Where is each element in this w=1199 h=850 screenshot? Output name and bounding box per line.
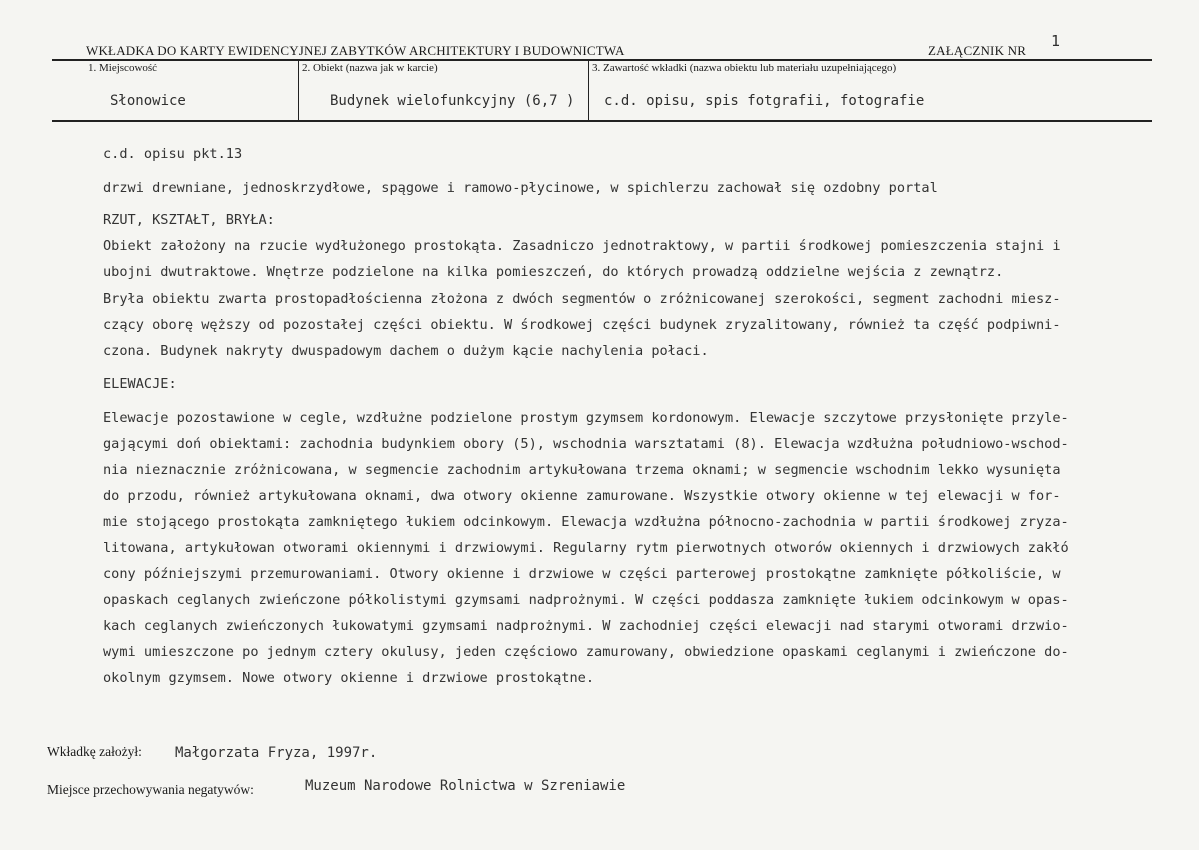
field-label-locality: 1. Miejscowość	[88, 62, 158, 74]
field-value-object: Budynek wielofunkcyjny (6,7 )	[330, 93, 575, 109]
header-top-rule	[52, 59, 1152, 61]
body-line: Elewacje pozostawione w cegle, wzdłużne podzielone prostym gzymsem kordonowym. Elewacje szczytowe przysłonięte przyle-	[103, 410, 1069, 426]
body-line: cony późniejszymi przemurowaniami. Otwory okienne i drzwiowe w części parterowej prostokątne zamknięte półkoliście, w	[103, 566, 1061, 582]
field-label-content: 3. Zawartość wkładki (nazwa obiektu lub materiału uzupełniającego)	[592, 62, 897, 74]
section-heading: ELEWACJE:	[103, 376, 177, 392]
body-line: Bryła obiektu zwarta prostopadłościenna złożona z dwóch segmentów o zróżnicowanej szerokości, segment zachodni miesz-	[103, 291, 1061, 307]
column-divider-2	[588, 60, 589, 121]
form-title: WKŁADKA DO KARTY EWIDENCYJNEJ ZABYTKÓW ARCHITEKTURY I BUDOWNICTWA	[86, 43, 625, 58]
header-bottom-rule	[52, 120, 1152, 122]
body-line: gającymi doń obiektami: zachodnia budynkiem obory (5), wschodnia warsztatami (8). Elewacja wzdłużna południowo-wschod-	[103, 436, 1069, 452]
body-line: czona. Budynek nakryty dwuspadowym dachem o dużym kącie nachylenia połaci.	[103, 343, 709, 359]
body-line: okolnym gzymsem. Nowe otwory okienne i drzwiowe prostokątne.	[103, 670, 595, 686]
body-line: drzwi drewniane, jednoskrzydłowe, spągowe i ramowo-płycinowe, w spichlerzu zachował się ozdobny portal	[103, 180, 938, 196]
field-label-object: 2. Obiekt (nazwa jak w karcie)	[302, 62, 438, 74]
author-label: Wkładkę założył:	[47, 744, 142, 759]
archive-label: Miejsce przechowywania negatywów:	[47, 782, 254, 797]
body-line: Obiekt założony na rzucie wydłużonego prostokąta. Zasadniczo jednotraktowy, w partii środkowej pomieszczenia stajni i	[103, 238, 1061, 254]
column-divider-1	[298, 60, 299, 121]
body-line: mie stojącego prostokąta zamkniętego łukiem odcinkowym. Elewacja wzdłużna północno-zachodnia w partii środkowej zryza-	[103, 514, 1069, 530]
body-line: opaskach ceglanych zwieńczone półkolistymi gzymsami nadprożnymi. W części poddasza zamknięte łukiem odcinkowym w opas-	[103, 592, 1069, 608]
section-heading: RZUT, KSZTAŁT, BRYŁA:	[103, 212, 275, 228]
body-line: wymi umieszczone po jednym cztery okulusy, jeden częściowo zamurowany, obwiedzione opaskami ceglanymi i zwieńczone do-	[103, 644, 1069, 660]
field-value-content: c.d. opisu, spis fotgrafii, fotografie	[604, 93, 925, 109]
author-value: Małgorzata Fryza, 1997r.	[175, 745, 378, 761]
body-line: kach ceglanych zwieńczonych łukowatymi gzymsami nadprożnymi. W zachodniej części elewacji nad starymi otworami drzwio-	[103, 618, 1069, 634]
archive-value: Muzeum Narodowe Rolnictwa w Szreniawie	[305, 778, 626, 794]
annex-label: ZAŁĄCZNIK NR	[928, 43, 1027, 58]
body-line: litowana, artykułowan otworami okiennymi i drzwiowymi. Regularny rytm pierwotnych otworów okiennych i drzwiowych zakłó	[103, 540, 1069, 556]
annex-number: 1	[1051, 32, 1061, 50]
body-line: czący oborę węższy od pozostałej części obiektu. W środkowej części budynek zryzalitowany, również ta część podpiwni-	[103, 317, 1061, 333]
body-line: c.d. opisu pkt.13	[103, 146, 243, 162]
body-line: nia nieznacznie zróżnicowana, w segmencie zachodnim artykułowana trzema oknami; w segmencie wschodnim lekko wysunięta	[103, 462, 1061, 478]
body-line: ubojni dwutraktowe. Wnętrze podzielone na kilka pomieszczeń, do których prowadzą oddzielne wejścia z zewnątrz.	[103, 264, 1004, 280]
field-value-locality: Słonowice	[110, 93, 186, 109]
body-line: do przodu, również artykułowana oknami, dwa otwory okienne zamurowane. Wszystkie otwory okienne w tej elewacji w for-	[103, 488, 1061, 504]
